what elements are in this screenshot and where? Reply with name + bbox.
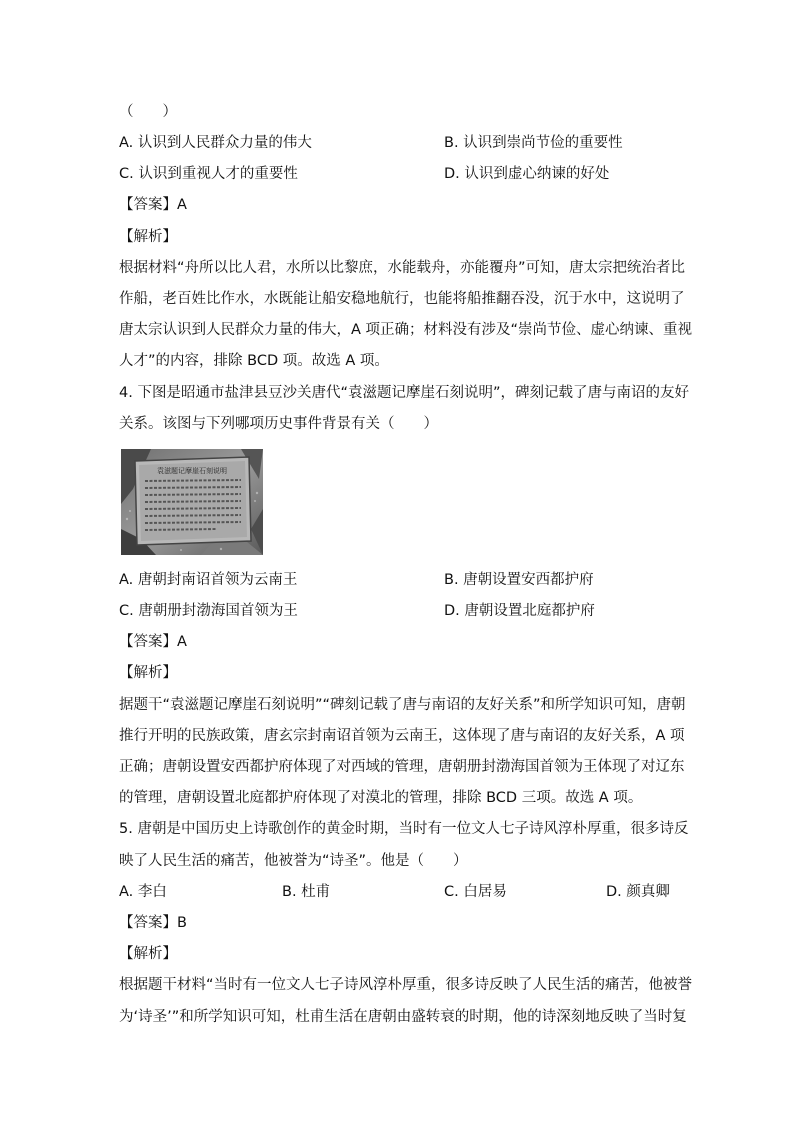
q3-analysis-label: 【解析】 (119, 229, 177, 245)
q3-analysis-line: 唐太宗认识到人民群众力量的伟大，A 项正确；材料没有涉及“崇尚节俭、虚心纳谏、重视 (119, 322, 693, 338)
q3-answer: 【答案】A (119, 197, 187, 213)
q4-answer: 【答案】A (119, 634, 187, 650)
q4-option-a: A. 唐朝封南诏首领为云南王 (119, 572, 298, 588)
q4-option-d: D. 唐朝设置北庭都护府 (444, 603, 595, 619)
q5-option-c: C. 白居易 (444, 884, 507, 900)
q5-analysis-label: 【解析】 (119, 946, 177, 962)
q5-answer: 【答案】B (119, 915, 187, 931)
q3-analysis-line: 人才”的内容，排除 BCD 项。故选 A 项。 (119, 353, 389, 369)
q4-analysis-line: 正确；唐朝设置安西都护府体现了对西域的管理，唐朝册封渤海国首领为王体现了对辽东 (119, 759, 685, 775)
q3-analysis-line: 作船，老百姓比作水，水既能让船安稳地航行，也能将船推翻吞没，沉于水中，这说明了 (119, 291, 685, 307)
q4-analysis-line: 推行开明的民族政策，唐玄宗封南诏首领为云南王，这体现了唐与南诏的友好关系，A 项 (119, 728, 685, 744)
q3-option-c: C. 认识到重视人才的重要性 (119, 166, 298, 182)
q5-analysis-line: 为‘诗圣’”和所学知识可知，杜甫生活在唐朝由盛转衰的时期，他的诗深刻地反映了当时复 (119, 1009, 687, 1025)
q4-analysis-line: 据题干“袁滋题记摩崖石刻说明”“碑刻记载了唐与南诏的友好关系”和所学知识可知，唐朝 (119, 697, 686, 713)
q3-option-d: D. 认识到虚心纳谏的好处 (444, 166, 610, 182)
q4-stem-line: 4. 下图是昭通市盐津县豆沙关唐代“袁滋题记摩崖石刻说明”，碑刻记载了唐与南诏的友好 (119, 385, 689, 401)
q3-option-a: A. 认识到人民群众力量的伟大 (119, 135, 312, 151)
stone-title: 袁滋题记摩崖石刻说明 (157, 467, 227, 475)
q5-option-b: B. 杜甫 (282, 884, 331, 900)
q4-analysis-line: 的管理，唐朝设置北庭都护府体现了对漠北的管理，排除 BCD 三项。故选 A 项。 (119, 790, 643, 806)
q5-stem-line: 5. 唐朝是中国历史上诗歌创作的黄金时期，当时有一位文人七子诗风淳朴厚重，很多诗反 (119, 821, 689, 837)
q5-stem-line: 映了人民生活的痛苦，他被誉为“诗圣”。他是（ ） (119, 853, 468, 869)
q5-analysis-line: 根据题干材料“当时有一位文人七子诗风淳朴厚重，很多诗反映了人民生活的痛苦，他被誉 (119, 977, 693, 993)
q3-option-b: B. 认识到崇尚节俭的重要性 (444, 135, 623, 151)
q5-option-d: D. 颜真卿 (606, 884, 670, 900)
q3-tail: （ ） (119, 104, 177, 120)
q3-analysis-line: 根据材料“舟所以比人君，水所以比黎庶，水能载舟，亦能覆舟”可知，唐太宗把统治者比 (119, 260, 686, 276)
q4-analysis-label: 【解析】 (119, 665, 177, 681)
q4-option-c: C. 唐朝册封渤海国首领为王 (119, 603, 298, 619)
q4-option-b: B. 唐朝设置安西都护府 (444, 572, 594, 588)
stone-inscription-photo (121, 449, 263, 555)
q4-stem-line: 关系。该图与下列哪项历史事件背景有关（ ） (119, 416, 438, 432)
q5-option-a: A. 李白 (119, 884, 167, 900)
